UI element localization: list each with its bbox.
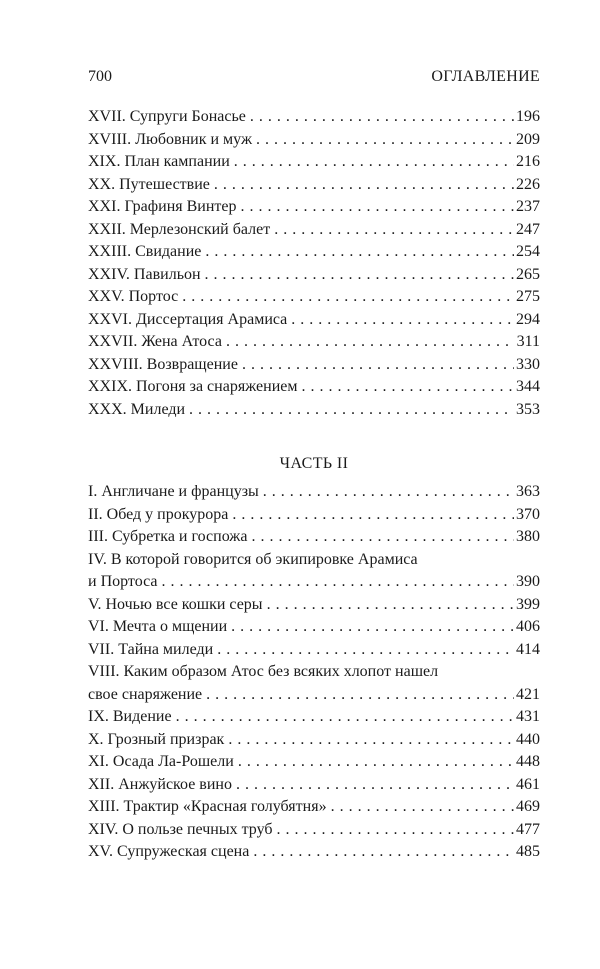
toc-entry-title: XV. Супружеская сцена — [88, 843, 250, 860]
toc-entry — [88, 819, 540, 842]
dot-leader — [214, 174, 514, 197]
dot-leader — [241, 196, 514, 219]
toc-entry-page: 390 — [516, 573, 540, 590]
toc-entry-page: 485 — [516, 843, 540, 860]
toc-entry-title-line2: свое снаряжение — [88, 685, 203, 703]
dot-leader — [251, 526, 514, 549]
toc-entry-title: X. Грозный призрак — [88, 730, 225, 748]
dot-leader — [217, 639, 514, 662]
toc-entry — [88, 616, 540, 639]
toc-entry — [88, 331, 540, 354]
dot-leader — [189, 399, 514, 422]
toc-entry — [88, 196, 540, 219]
toc-entry-title: XXIX. Погоня за снаряжением — [88, 378, 298, 395]
toc-entry — [88, 399, 540, 422]
toc-entry-title: VII. Тайна миледи — [88, 640, 214, 658]
toc-entry-page: 311 — [516, 333, 540, 350]
toc-entry-title: XXVIII. Возвращение — [88, 355, 238, 373]
toc-entry — [88, 639, 540, 662]
toc-entry-title: XXII. Мерлезонский балет — [88, 220, 271, 238]
toc-entry — [88, 219, 540, 242]
toc-entry — [88, 796, 540, 819]
dot-leader — [242, 354, 514, 377]
toc-entry-title: XVII. Супруги Бонасье — [88, 108, 246, 125]
toc-entry-title: XXVII. Жена Атоса — [88, 333, 222, 350]
toc-entry — [88, 594, 540, 617]
toc-entry — [88, 841, 540, 864]
toc-entry-title: XXIV. Павильон — [88, 265, 201, 283]
dot-leader — [228, 729, 514, 752]
toc-entry-page: 414 — [516, 640, 540, 658]
toc-entry-page: 196 — [516, 108, 540, 125]
dot-leader — [267, 594, 514, 617]
dot-leader — [263, 481, 514, 504]
toc-entry-title: XIV. О пользе печных труб — [88, 820, 273, 838]
toc-entry — [88, 751, 540, 774]
toc-entry — [88, 729, 540, 752]
toc-entry-title: XXV. Портос — [88, 288, 179, 305]
toc-entry — [88, 241, 540, 264]
toc-entry-page: 254 — [516, 243, 540, 260]
dot-leader — [226, 331, 515, 354]
toc-entry — [88, 151, 540, 174]
toc-entry-page: 237 — [516, 198, 540, 215]
toc-entry-title: V. Ночью все кошки серы — [88, 595, 263, 613]
dot-leader — [277, 819, 514, 842]
toc-entry-page: 363 — [516, 483, 540, 500]
toc-entry-page: 461 — [516, 775, 540, 793]
toc-entry — [88, 174, 540, 197]
toc-entry-page: 247 — [516, 220, 540, 238]
toc-entry-page: 380 — [516, 528, 540, 545]
dot-leader — [250, 106, 514, 129]
toc-entry-title: XXI. Графиня Винтер — [88, 198, 237, 215]
toc-entry-title: I. Англичане и французы — [88, 483, 259, 500]
toc-list-part1 — [88, 106, 540, 421]
toc-entry — [88, 354, 540, 377]
page-number: 700 — [88, 68, 112, 85]
toc-entry-page: 399 — [516, 595, 540, 613]
toc-entry-page: 353 — [516, 400, 540, 418]
toc-entry — [88, 106, 540, 129]
toc-entry — [88, 481, 540, 504]
toc-list-part2 — [88, 481, 540, 864]
toc-entry-page: 275 — [516, 288, 540, 305]
toc-entry-title: XVIII. Любовник и муж — [88, 130, 253, 148]
toc-entry — [88, 774, 540, 797]
toc-entry-title: XIII. Трактир «Красная голубятня» — [88, 798, 327, 815]
running-head — [88, 66, 540, 88]
toc-entry — [88, 129, 540, 152]
toc-entry-title: XX. Путешествие — [88, 175, 210, 193]
dot-leader — [205, 241, 514, 264]
toc-entry — [88, 504, 540, 527]
toc-entry — [88, 264, 540, 287]
dot-leader — [232, 504, 514, 527]
toc-entry — [88, 706, 540, 729]
toc-entry-page: 330 — [516, 355, 540, 373]
dot-leader — [291, 309, 514, 332]
dot-leader — [331, 796, 514, 819]
toc-entry-page: 294 — [516, 310, 540, 328]
toc-entry — [88, 661, 540, 706]
toc-entry — [88, 376, 540, 399]
toc-entry-page: 216 — [516, 153, 540, 170]
dot-leader — [182, 286, 514, 309]
dot-leader — [256, 129, 514, 152]
toc-entry-title: XI. Осада Ла-Рошели — [88, 753, 234, 770]
toc-entry-title: XII. Анжуйское вино — [88, 775, 232, 793]
dot-leader — [274, 219, 514, 242]
toc-entry-page: 448 — [516, 753, 540, 770]
dot-leader — [238, 751, 514, 774]
dot-leader — [253, 841, 514, 864]
toc-entry-page: 469 — [516, 798, 540, 815]
toc-entry — [88, 309, 540, 332]
dot-leader — [206, 684, 514, 707]
toc-entry-page: 477 — [516, 820, 540, 838]
toc-entry-page: 226 — [516, 175, 540, 193]
dot-leader — [301, 376, 514, 399]
toc-entry-page: 440 — [516, 730, 540, 748]
toc-entry — [88, 286, 540, 309]
toc-entry-title: XXX. Миледи — [88, 400, 186, 418]
toc-entry-title-line1: IV. В которой говорится об экипировке Арамиса — [88, 550, 418, 568]
dot-leader — [176, 706, 514, 729]
dot-leader — [234, 151, 514, 174]
toc-entry-page: 406 — [516, 618, 540, 635]
toc-entry-title-line1: VIII. Каким образом Атос без всяких хлопот нашел — [88, 663, 439, 680]
toc-entry-page: 209 — [516, 130, 540, 148]
dot-leader — [231, 616, 514, 639]
toc-entry-page: 370 — [516, 505, 540, 523]
part-heading: ЧАСТЬ II — [279, 455, 349, 472]
running-title: ОГЛАВЛЕНИЕ — [431, 68, 540, 85]
toc-entry-page: 431 — [516, 708, 540, 725]
dot-leader — [161, 571, 514, 594]
toc-entry-title: XIX. План кампании — [88, 153, 230, 170]
toc-entry-page: 344 — [516, 378, 540, 395]
toc-entry-page: 421 — [516, 685, 540, 703]
toc-entry — [88, 526, 540, 549]
toc-entry-page: 265 — [516, 265, 540, 283]
toc-entry-title: IX. Видение — [88, 708, 172, 725]
toc-entry-title: II. Обед у прокурора — [88, 505, 229, 523]
toc-entry-title: III. Субретка и госпожа — [88, 528, 248, 545]
toc-entry-title: VI. Мечта о мщении — [88, 618, 228, 635]
toc-entry-title-line2: и Портоса — [88, 573, 158, 590]
dot-leader — [236, 774, 514, 797]
toc-entry — [88, 549, 540, 594]
dot-leader — [205, 264, 514, 287]
toc-entry-title: XXVI. Диссертация Арамиса — [88, 310, 288, 328]
toc-entry-title: XXIII. Свидание — [88, 243, 202, 260]
